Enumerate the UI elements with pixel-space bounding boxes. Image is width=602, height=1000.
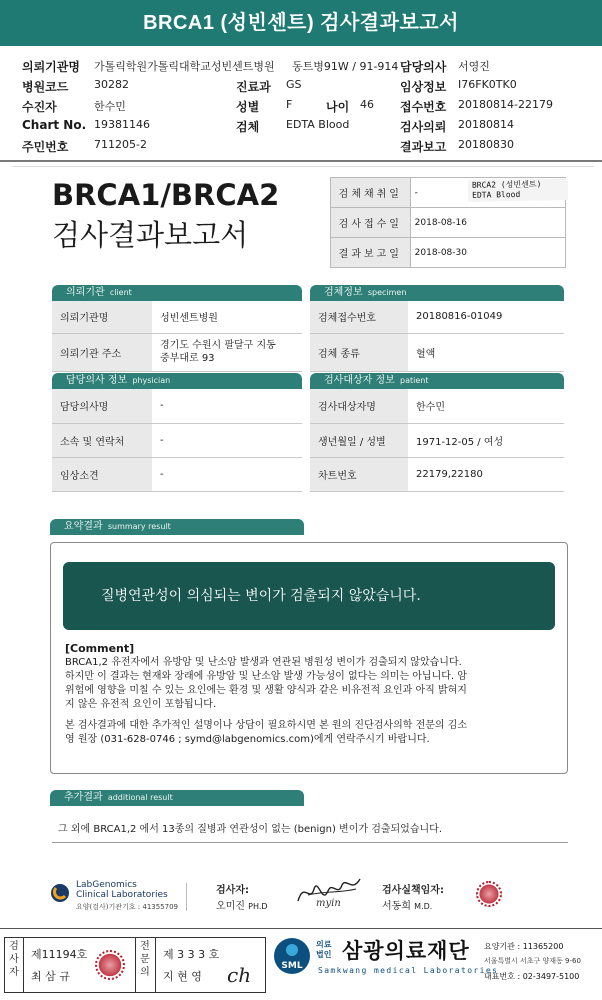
specimen-tab bbox=[310, 285, 564, 301]
report-title-line1: BRCA1/BRCA2 bbox=[52, 178, 280, 212]
client-address-line1: 경기도 수원시 팔달구 지동 bbox=[160, 340, 276, 351]
table-row bbox=[310, 389, 564, 423]
header-divider bbox=[0, 160, 602, 162]
hospital-code-label: 병원코드 bbox=[22, 80, 69, 94]
patient-tab bbox=[310, 373, 564, 389]
sml-logo-text: SML bbox=[281, 961, 303, 971]
specimen-label: 검체 bbox=[236, 120, 260, 134]
signature-divider bbox=[135, 938, 136, 992]
tester-name-wrap bbox=[216, 897, 268, 912]
summary-box bbox=[50, 542, 568, 774]
table-row bbox=[52, 333, 302, 371]
org-name: 삼광의료재단 bbox=[342, 939, 470, 963]
org-english-name: Samkwang medical Laboratories bbox=[318, 966, 499, 975]
org-info bbox=[484, 939, 581, 984]
report-title bbox=[52, 175, 279, 255]
org-kind-line1: 의료 bbox=[316, 940, 332, 949]
patient-name-label: 검사대상자명 bbox=[310, 389, 408, 423]
tester-vertical-label: 검사자 bbox=[9, 941, 19, 978]
summary-banner: 질병연관성이 의심되는 변이가 검출되지 않았습니다. bbox=[63, 562, 555, 630]
patient-tab-en: patient bbox=[400, 376, 429, 385]
responsible-degree: M.D. bbox=[414, 902, 433, 911]
sticker-line2: EDTA Blood bbox=[472, 189, 521, 200]
responsible-label: 검사실책임자: bbox=[382, 885, 444, 896]
meta-value: - bbox=[410, 178, 565, 208]
org-address: 서울특별시 서초구 양재동 9-60 bbox=[484, 957, 581, 965]
meta-label: 검사접수일 bbox=[331, 208, 411, 238]
specimen-type-label: 검체 종류 bbox=[310, 333, 408, 371]
ward-value: 동트병91W / 91-914 bbox=[292, 60, 399, 73]
physician-tab bbox=[52, 373, 302, 389]
physician-contact-value: - bbox=[152, 423, 302, 457]
doctor-value: 서영진 bbox=[458, 60, 490, 73]
table-row bbox=[52, 389, 302, 423]
sml-logo-icon bbox=[272, 936, 312, 976]
table-row bbox=[310, 457, 564, 491]
specimen-table bbox=[310, 301, 564, 372]
additional-tab bbox=[50, 790, 304, 806]
comment-block bbox=[65, 642, 557, 747]
request-date-value: 20180814 bbox=[458, 118, 514, 131]
resident-no-label: 주민번호 bbox=[22, 140, 69, 154]
patient-chart-value: 22179,22180 bbox=[408, 457, 564, 491]
meta-label: 검체채취일 bbox=[331, 178, 411, 208]
additional-tab-en: additional result bbox=[107, 793, 173, 802]
comment-line: 본 검사결과에 대한 추가적인 설명이나 상담이 필요하시면 본 원의 진단검사의학 전문의 김소 bbox=[65, 720, 468, 731]
hospital-code-value: 30282 bbox=[94, 78, 129, 91]
clinical-opinion-value: - bbox=[152, 457, 302, 491]
lab-name-line1: LabGenomics bbox=[76, 880, 137, 890]
comment-line: 위험에 영향을 미칠 수 있는 요인에는 환경 및 생활 양식과 같은 비유전적 요인과 아직 밝혀지 bbox=[65, 685, 467, 696]
table-row bbox=[52, 457, 302, 491]
specimen-value: EDTA Blood bbox=[286, 118, 350, 131]
client-tab bbox=[52, 285, 302, 301]
responsible-name-wrap bbox=[382, 897, 432, 912]
physician-name-label: 담당의사명 bbox=[52, 389, 152, 423]
patient-chart-label: 차트번호 bbox=[310, 457, 408, 491]
summary-tab-label: 요약결과 bbox=[64, 521, 103, 532]
tester-signature-text: myin bbox=[316, 898, 341, 909]
tester-name-bottom: 최 삼 규 bbox=[31, 970, 70, 983]
patient-tab-label: 검사대상자 정보 bbox=[324, 375, 395, 386]
patient-name-value: 한수민 bbox=[408, 389, 564, 423]
tester-degree: PH.D bbox=[248, 902, 268, 911]
comment-line: 지 않은 유전적 요인이 포함됩니다. bbox=[65, 699, 217, 710]
tester-seal-icon bbox=[95, 950, 125, 980]
lab-name-line2: Clinical Laboratories bbox=[76, 890, 168, 900]
summary-tab bbox=[50, 519, 304, 535]
client-name-value: 성빈센트병원 bbox=[152, 301, 302, 333]
org-kind-line2: 법인 bbox=[316, 950, 332, 959]
report-title-line2: 검사결과보고서 bbox=[52, 218, 249, 252]
hospital-value: 가톨릭학원가톨릭대학교성빈센트병원 bbox=[94, 60, 275, 73]
sex-label: 성별 bbox=[236, 100, 260, 114]
table-row bbox=[310, 301, 564, 333]
specialist-license: 제 3 3 3 호 bbox=[163, 948, 220, 961]
client-name-label: 의뢰기관명 bbox=[52, 301, 152, 333]
tester-label: 검사자: bbox=[216, 885, 249, 896]
chart-no-value: 19381146 bbox=[94, 118, 150, 131]
physician-contact-label: 소속 및 연락처 bbox=[52, 423, 152, 457]
page-title: BRCA1 (성빈센트) 검사결과보고서 bbox=[0, 0, 602, 46]
clinical-info-label: 임상정보 bbox=[400, 80, 447, 94]
client-tab-en: client bbox=[109, 288, 132, 297]
meta-label: 결과보고일 bbox=[331, 238, 411, 268]
comment-heading: [Comment] bbox=[65, 642, 135, 655]
client-address-value bbox=[152, 333, 302, 371]
clinical-opinion-label: 임상소견 bbox=[52, 457, 152, 491]
specialist-signature-icon bbox=[223, 960, 261, 988]
request-date-label: 검사의뢰 bbox=[400, 120, 447, 134]
comment-line: 하지만 이 결과는 현재와 장래에 유방암 및 난소암 발생 가능성이 없다는 의미는 아닙니다. 암 bbox=[65, 671, 467, 682]
physician-name-value: - bbox=[152, 389, 302, 423]
age-value: 46 bbox=[360, 98, 374, 111]
additional-result-text: 그 외에 BRCA1,2 에서 13종의 질병과 연관성이 없는 (benign) 변이가 검출되었습니다. bbox=[58, 824, 442, 835]
specimen-no-label: 검체접수번호 bbox=[310, 301, 408, 333]
client-table bbox=[52, 301, 302, 372]
lab-code: 요양(검사)기관기호 : 41355709 bbox=[76, 903, 178, 911]
specialist-name: 지 현 영 bbox=[163, 970, 202, 983]
clinical-info-value: I76FK0TK0 bbox=[458, 78, 517, 91]
lab-name bbox=[76, 880, 168, 900]
patient-birth-label: 생년월일 / 성별 bbox=[310, 423, 408, 457]
meta-value: 2018-08-16 bbox=[410, 208, 565, 238]
meta-value: 2018-08-30 bbox=[410, 238, 565, 268]
receipt-value: 20180814-22179 bbox=[458, 98, 553, 111]
meta-row bbox=[331, 238, 566, 268]
tester-name: 오미진 bbox=[216, 901, 245, 912]
hospital-label: 의뢰기관명 bbox=[22, 60, 80, 74]
signature-footer bbox=[12, 857, 594, 927]
labgenomics-logo-icon bbox=[50, 883, 70, 903]
department-value: GS bbox=[286, 78, 302, 91]
specimen-tab-label: 검체정보 bbox=[324, 287, 363, 298]
sex-value: F bbox=[286, 98, 293, 111]
patient-birth-value: 1971-12-05 / 여성 bbox=[408, 423, 564, 457]
department-label: 진료과 bbox=[236, 80, 271, 94]
specimen-no-value: 20180816-01049 bbox=[408, 301, 564, 333]
table-row bbox=[52, 423, 302, 457]
specialist-signature-text: ch bbox=[227, 963, 252, 987]
responsible-seal-icon bbox=[476, 881, 502, 907]
tester-license: 제11194호 bbox=[31, 948, 88, 961]
table-row bbox=[310, 423, 564, 457]
table-row bbox=[310, 333, 564, 371]
client-tab-label: 의뢰기관 bbox=[66, 287, 105, 298]
specialist-vertical-label: 전문의 bbox=[140, 941, 150, 978]
tester-signature-icon bbox=[294, 871, 364, 911]
specimen-type-value: 혈액 bbox=[408, 333, 564, 371]
footer-divider bbox=[186, 883, 187, 911]
summary-tab-en: summary result bbox=[107, 522, 171, 531]
specimen-label-sticker bbox=[468, 178, 568, 202]
specimen-tab-en: specimen bbox=[367, 288, 407, 297]
report-document bbox=[12, 166, 594, 926]
responsible-name: 서동희 bbox=[382, 901, 411, 912]
resident-no-value: 711205-2 bbox=[94, 138, 147, 151]
table-row bbox=[52, 301, 302, 333]
report-date-label: 결과보고 bbox=[400, 140, 447, 154]
header-info bbox=[0, 48, 602, 162]
patient-value: 한수민 bbox=[94, 100, 126, 113]
sticker-line1: BRCA2 (성빈센트) bbox=[471, 179, 542, 190]
report-date-value: 20180830 bbox=[458, 138, 514, 151]
receipt-label: 접수번호 bbox=[400, 100, 447, 114]
org-code: 요양기관 : 11365200 bbox=[484, 942, 564, 951]
client-address-label: 의뢰기관 주소 bbox=[52, 333, 152, 371]
patient-label: 수진자 bbox=[22, 100, 57, 114]
org-phone: 대표번호 : 02-3497-5100 bbox=[484, 972, 580, 981]
client-address-line2: 중부대로 93 bbox=[160, 353, 215, 364]
org-kind bbox=[316, 940, 331, 960]
comment-line: 영 원장 (031-628-0746 ; symd@labgenomics.com)에게 연락주시기 바랍니다. bbox=[65, 734, 430, 745]
additional-divider bbox=[52, 842, 568, 843]
comment-line: BRCA1,2 유전자에서 유방암 및 난소암 발생과 연관된 병원성 변이가 검출되지 않았습니다. bbox=[65, 657, 462, 668]
physician-tab-label: 담당의사 정보 bbox=[66, 375, 128, 386]
physician-tab-en: physician bbox=[132, 376, 171, 385]
age-label: 나이 bbox=[326, 100, 350, 114]
signature-divider bbox=[155, 938, 156, 992]
physician-table bbox=[52, 389, 302, 492]
meta-row bbox=[331, 208, 566, 238]
doctor-label: 담당의사 bbox=[400, 60, 447, 74]
additional-tab-label: 추가결과 bbox=[64, 792, 103, 803]
signature-box bbox=[4, 937, 266, 993]
chart-no-label: Chart No. bbox=[22, 118, 87, 132]
patient-table bbox=[310, 389, 564, 492]
signature-divider bbox=[23, 938, 24, 992]
